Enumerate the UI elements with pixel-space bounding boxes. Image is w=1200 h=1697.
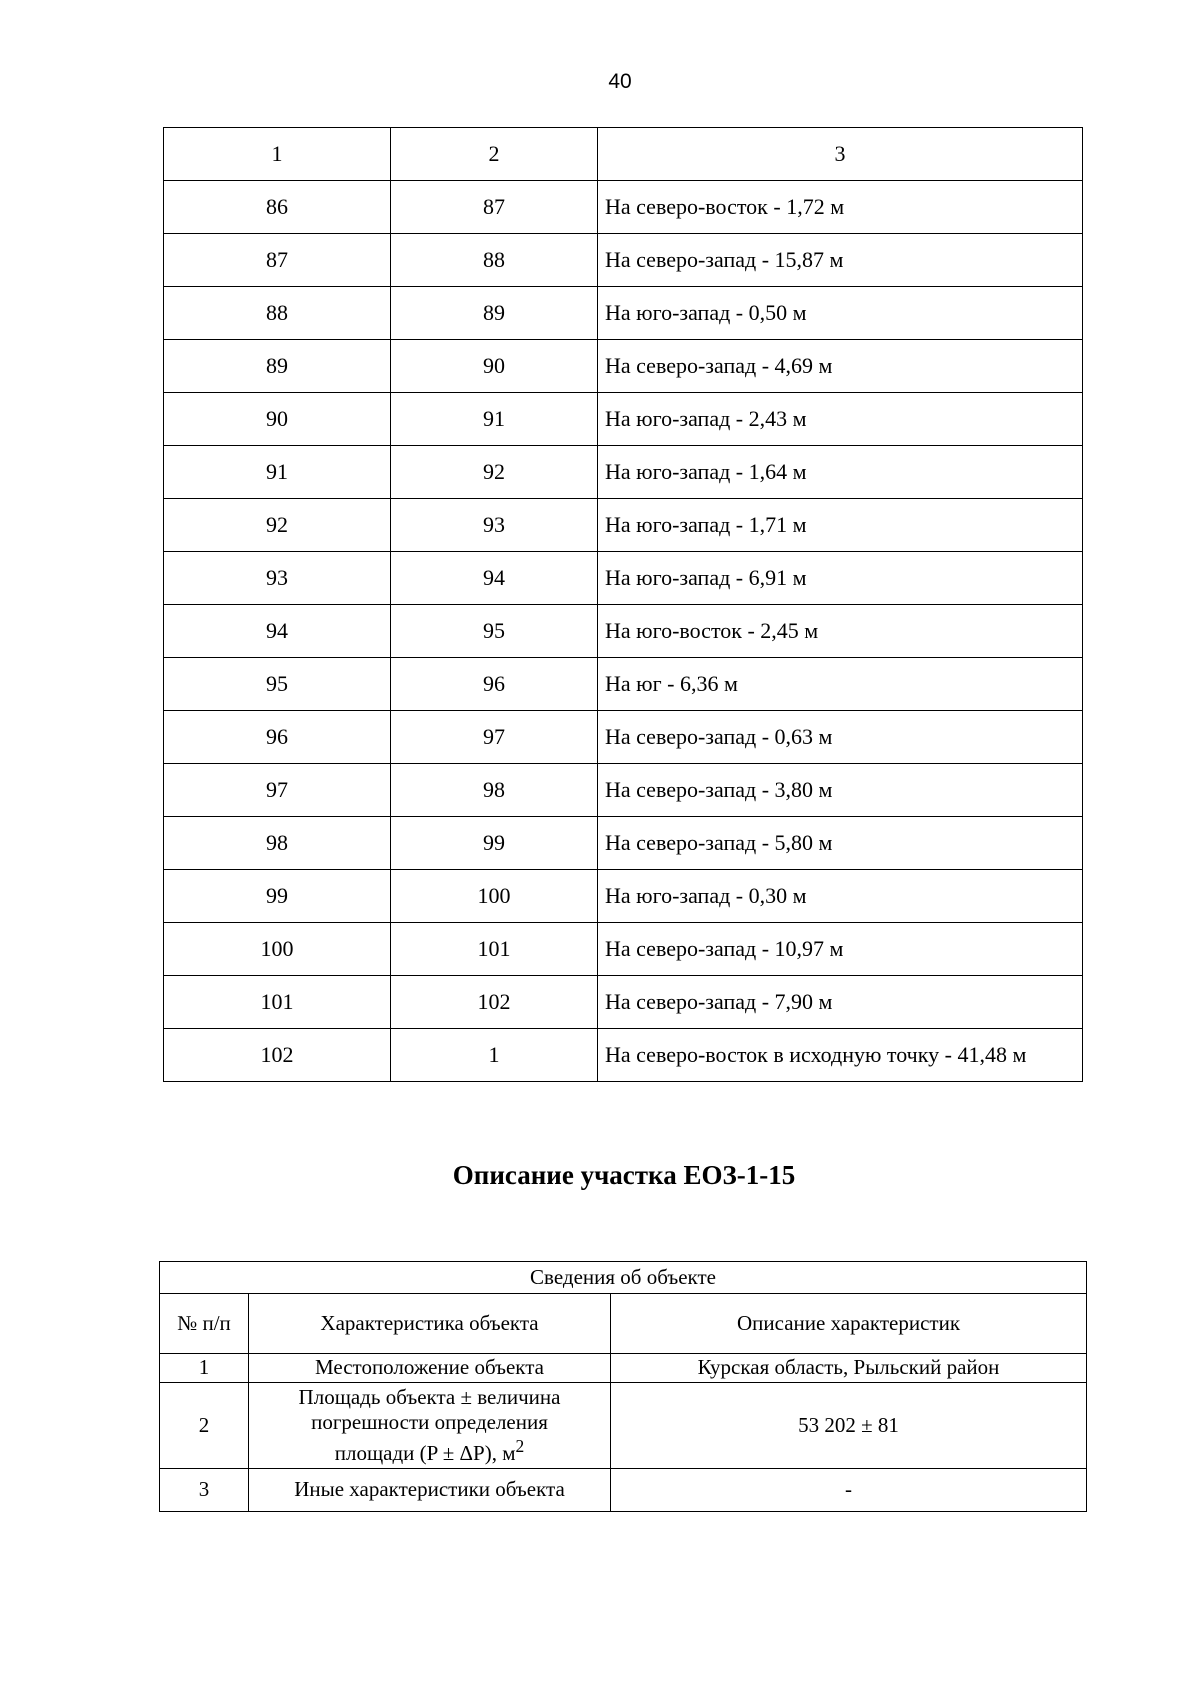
point-cell: 101	[164, 976, 391, 1029]
point-cell: 102	[391, 976, 598, 1029]
table-row	[164, 658, 1083, 711]
row-number: 1	[160, 1354, 249, 1383]
table-row	[164, 605, 1083, 658]
direction-cell: На северо-запад - 5,80 м	[598, 817, 1083, 870]
page-number: 40	[608, 70, 632, 93]
area-unit-superscript: 2	[515, 1435, 525, 1456]
point-cell: 97	[164, 764, 391, 817]
table-row	[160, 1383, 1087, 1469]
direction-cell: На юг - 6,36 м	[598, 658, 1083, 711]
direction-cell: На юго-запад - 6,91 м	[598, 552, 1083, 605]
description-cell: Курская область, Рыльский район	[611, 1354, 1087, 1383]
point-cell: 94	[164, 605, 391, 658]
table-row	[164, 287, 1083, 340]
section-title: Описание участка ЕОЗ-1-15	[452, 1160, 796, 1190]
direction-cell: На северо-запад - 10,97 м	[598, 923, 1083, 976]
table-row	[164, 711, 1083, 764]
point-cell: 87	[391, 181, 598, 234]
point-cell: 98	[164, 817, 391, 870]
point-cell: 91	[391, 393, 598, 446]
characteristic-text: Площадь объекта ± величина погрешности определения площади (P ± ΔP), м	[298, 1385, 561, 1465]
direction-cell: На северо-запад - 7,90 м	[598, 976, 1083, 1029]
column-header: Описание характеристик	[611, 1294, 1087, 1354]
table-row	[164, 976, 1083, 1029]
table-row	[164, 552, 1083, 605]
direction-cell: На юго-запад - 2,43 м	[598, 393, 1083, 446]
direction-cell: На юго-запад - 0,30 м	[598, 870, 1083, 923]
table-row	[164, 234, 1083, 287]
point-cell: 93	[164, 552, 391, 605]
column-header: № п/п	[160, 1294, 249, 1354]
point-cell: 89	[391, 287, 598, 340]
table-row	[164, 817, 1083, 870]
point-cell: 90	[391, 340, 598, 393]
point-cell: 92	[391, 446, 598, 499]
point-cell: 1	[391, 1029, 598, 1082]
table-row	[164, 393, 1083, 446]
point-cell: 93	[391, 499, 598, 552]
point-cell: 87	[164, 234, 391, 287]
table-row	[164, 499, 1083, 552]
description-cell: 53 202 ± 81	[611, 1383, 1087, 1469]
direction-cell: На северо-запад - 0,63 м	[598, 711, 1083, 764]
point-cell: 100	[391, 870, 598, 923]
boundary-table	[163, 127, 1083, 1082]
point-cell: 94	[391, 552, 598, 605]
point-cell: 89	[164, 340, 391, 393]
direction-cell: На северо-запад - 3,80 м	[598, 764, 1083, 817]
point-cell: 95	[164, 658, 391, 711]
point-cell: 101	[391, 923, 598, 976]
description-cell: -	[611, 1469, 1087, 1512]
table-row	[164, 340, 1083, 393]
column-header: 3	[598, 128, 1083, 181]
characteristic-cell: Местоположение объекта	[249, 1354, 611, 1383]
point-cell: 99	[164, 870, 391, 923]
table-caption: Сведения об объекте	[160, 1262, 1087, 1294]
point-cell: 90	[164, 393, 391, 446]
point-cell: 92	[164, 499, 391, 552]
point-cell: 99	[391, 817, 598, 870]
row-number: 3	[160, 1469, 249, 1512]
table-row	[164, 923, 1083, 976]
point-cell: 96	[164, 711, 391, 764]
point-cell: 96	[391, 658, 598, 711]
direction-cell: На северо-восток - 1,72 м	[598, 181, 1083, 234]
direction-cell: На юго-восток - 2,45 м	[598, 605, 1083, 658]
point-cell: 88	[391, 234, 598, 287]
table-row	[160, 1354, 1087, 1383]
point-cell: 98	[391, 764, 598, 817]
column-header: 2	[391, 128, 598, 181]
point-cell: 102	[164, 1029, 391, 1082]
table-row	[164, 870, 1083, 923]
table-row	[164, 446, 1083, 499]
characteristic-cell: Иные характеристики объекта	[249, 1469, 611, 1512]
point-cell: 86	[164, 181, 391, 234]
column-header: Характеристика объекта	[249, 1294, 611, 1354]
table-row	[160, 1469, 1087, 1512]
column-header: 1	[164, 128, 391, 181]
point-cell: 95	[391, 605, 598, 658]
point-cell: 97	[391, 711, 598, 764]
characteristic-cell	[249, 1383, 611, 1469]
direction-cell: На юго-запад - 0,50 м	[598, 287, 1083, 340]
direction-cell: На юго-запад - 1,64 м	[598, 446, 1083, 499]
point-cell: 88	[164, 287, 391, 340]
header-row	[164, 128, 1083, 181]
direction-cell: На северо-восток в исходную точку - 41,48 м	[598, 1029, 1083, 1082]
point-cell: 91	[164, 446, 391, 499]
direction-cell: На юго-запад - 1,71 м	[598, 499, 1083, 552]
table-row	[164, 1029, 1083, 1082]
direction-cell: На северо-запад - 15,87 м	[598, 234, 1083, 287]
row-number: 2	[160, 1383, 249, 1469]
direction-cell: На северо-запад - 4,69 м	[598, 340, 1083, 393]
table-row	[164, 764, 1083, 817]
table-row	[164, 181, 1083, 234]
object-info-table	[159, 1261, 1087, 1512]
point-cell: 100	[164, 923, 391, 976]
